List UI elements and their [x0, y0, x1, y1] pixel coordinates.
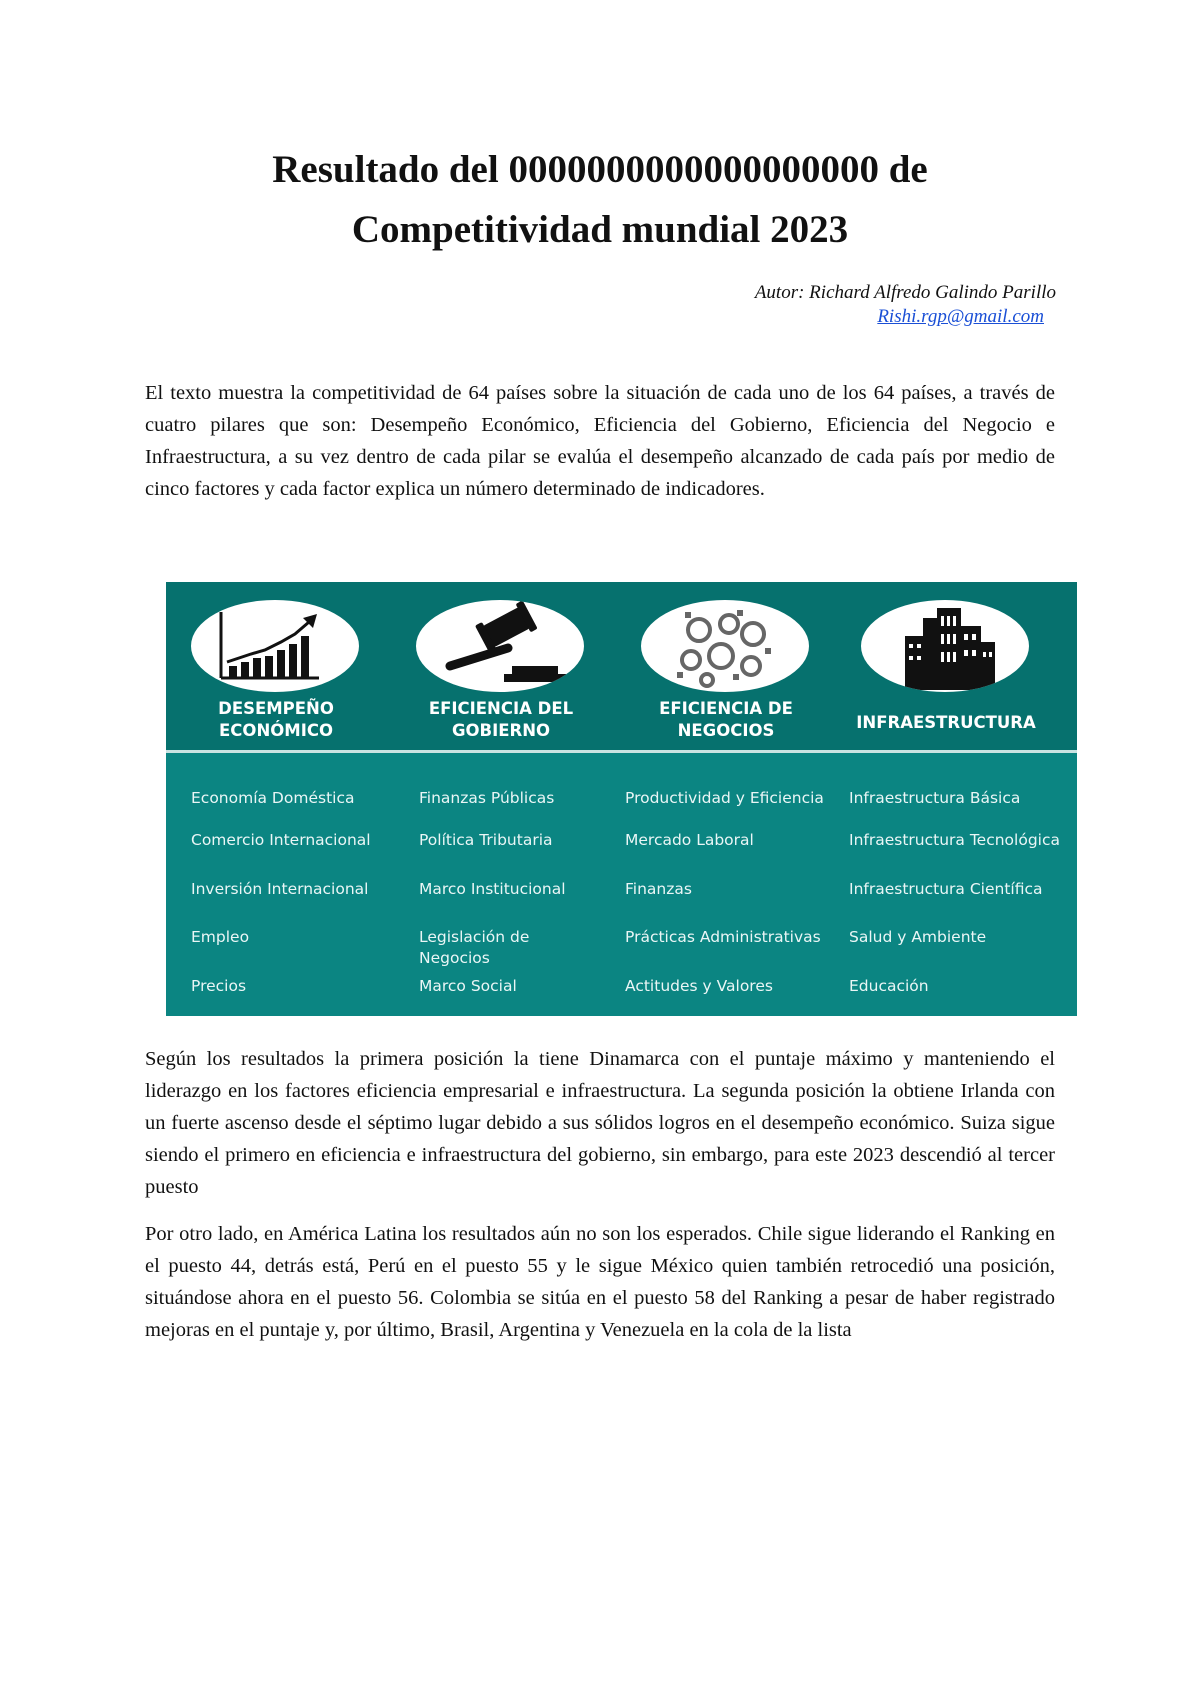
- gears-icon: [641, 600, 809, 692]
- author-line: Autor: Richard Alfredo Galindo Parillo: [754, 282, 1056, 303]
- pillar-eficiencia-negocios: [616, 582, 836, 750]
- pillar-title-line: EFICIENCIA DE: [659, 699, 793, 718]
- title-line-1: Resultado del 0000000000000000000 de: [272, 148, 928, 191]
- factor-item: Infraestructura Científica: [849, 880, 1043, 898]
- pillar-eficiencia-gobierno: [391, 582, 611, 750]
- document-title: [140, 140, 1060, 260]
- author-email-link[interactable]: Rishi.rgp@gmail.com: [877, 306, 1044, 327]
- intro-paragraph: El texto muestra la competitividad de 64 países sobre la situación de cada uno de los 64 países, a través de cuatro pilares que son: Desempeño Económico, Eficiencia del Gobierno, Eficiencia del Negocio e Infraestructura, a su vez dentro de cada pilar se evalúa el desempeño alcanzado de cada país por medio de cinco factores y cada factor explica un número determinado de indicadores.: [145, 382, 1055, 500]
- factor-item: Finanzas Públicas: [419, 789, 555, 807]
- factor-item: Comercio Internacional: [191, 831, 371, 849]
- band-divider: [166, 750, 1077, 753]
- factor-item: Empleo: [191, 928, 250, 946]
- factor-item: Política Tributaria: [419, 831, 553, 849]
- factor-item: Salud y Ambiente: [849, 928, 987, 946]
- pillar-title-line: NEGOCIOS: [677, 721, 775, 740]
- latin-america-paragraph: Por otro lado, en América Latina los resultados aún no son los esperados. Chile sigue liderando el Ranking en el puesto 44, detrás está, Perú en el puesto 55 y le sigue México quien también retrocedió una posición, situándose ahora en el puesto 56. Colombia se sitúa en el puesto 58 del Ranking a pesar de haber registrado mejoras en el puntaje y, por último, Brasil, Argentina y Venezuela en la cola de la lista: [145, 1223, 1055, 1341]
- factor-item: Infraestructura Básica: [849, 789, 1021, 807]
- pillar-title: [616, 698, 836, 742]
- factor-item: Economía Doméstica: [191, 789, 355, 807]
- factor-item: Productividad y Eficiencia: [625, 789, 824, 807]
- pillar-title-line: GOBIERNO: [451, 721, 551, 740]
- factor-item: Marco Social: [419, 977, 517, 995]
- factor-item: Inversión Internacional: [191, 880, 369, 898]
- pillar-title-line: DESEMPEÑO: [218, 699, 334, 718]
- factor-item: Legislación de Negocios: [419, 928, 530, 967]
- pillar-infraestructura: [836, 582, 1056, 750]
- pillar-title-line: INFRAESTRUCTURA: [856, 713, 1036, 732]
- factor-item: Finanzas: [625, 880, 692, 898]
- pillar-desempeno-economico: [166, 582, 386, 750]
- factor-item: Infraestructura Tecnológica: [849, 831, 1060, 849]
- pillar-title-line: ECONÓMICO: [219, 721, 333, 740]
- factor-item: Precios: [191, 977, 247, 995]
- title-line-2: Competitividad mundial 2023: [351, 208, 849, 251]
- factor-item: Prácticas Administrativas: [625, 928, 821, 946]
- factor-item: Educación: [849, 977, 929, 995]
- pillar-title: [836, 712, 1056, 734]
- pillar-title-line: EFICIENCIA DEL: [428, 699, 574, 718]
- competitiveness-pillars-infographic: [166, 582, 1077, 1016]
- buildings-icon: [861, 600, 1029, 692]
- pillar-title: [391, 698, 611, 742]
- gavel-icon: [416, 600, 584, 692]
- growth-chart-icon: [191, 600, 359, 692]
- results-paragraph: Según los resultados la primera posición la tiene Dinamarca con el puntaje máximo y manteniendo el liderazgo en los factores eficiencia empresarial e infraestructura. La segunda posición la obtiene Irlanda con un fuerte ascenso desde el séptimo lugar debido a sus sólidos logros en el desempeño económico. Suiza sigue siendo el primero en eficiencia e infraestructura del gobierno, sin embargo, para este 2023 descendió al tercer puesto: [145, 1048, 1055, 1198]
- factor-item: Actitudes y Valores: [625, 977, 773, 995]
- factor-item: Mercado Laboral: [625, 831, 754, 849]
- factor-item: Marco Institucional: [419, 880, 566, 898]
- pillar-title: [166, 698, 386, 742]
